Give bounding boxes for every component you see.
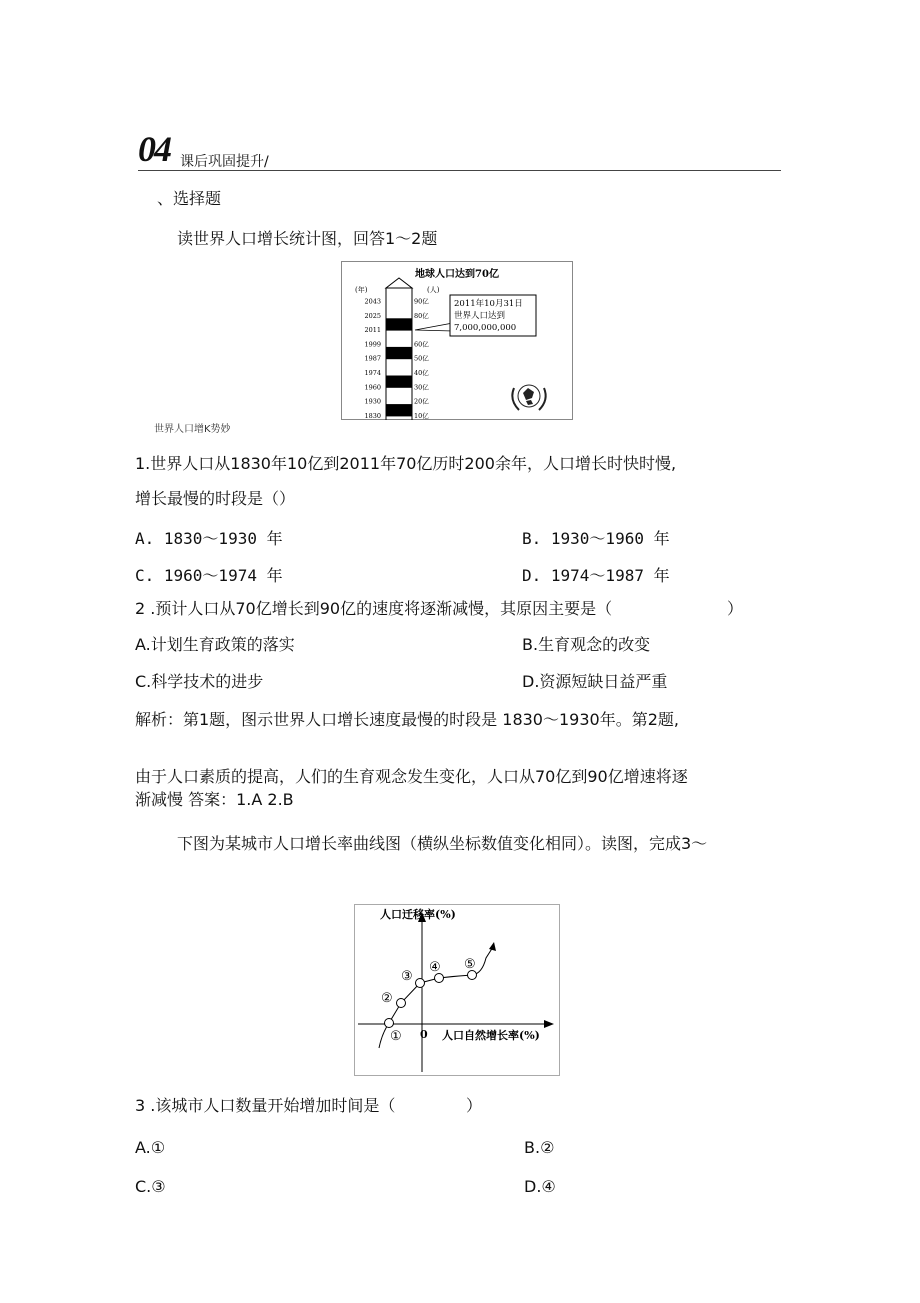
- point-label-3: ③: [401, 969, 413, 984]
- figure-title: 地球人口达到70亿: [415, 269, 499, 280]
- q3-option-d[interactable]: D.④: [524, 1177, 556, 1196]
- q3-stem: 3 .该城市人口数量开始增加时间是（: [135, 1096, 396, 1115]
- intro-text-1: 读世界人口增长统计图，回答1～2题: [177, 229, 438, 248]
- year-unit-label: (年): [355, 286, 368, 294]
- callout-line-3: 7,000,000,000: [454, 323, 517, 333]
- chapter-title: 课后巩固提升/: [180, 154, 269, 170]
- q3-paren-close: ）: [466, 1096, 483, 1115]
- q1-option-d[interactable]: D. 1974～1987 年: [522, 566, 670, 585]
- year-tick-label: 1930: [364, 397, 381, 406]
- q1-option-a[interactable]: A. 1830～1930 年: [135, 529, 283, 548]
- curve-point-1: [385, 1019, 394, 1028]
- analysis-line-3: 渐减慢 答案：1.A 2.B: [135, 790, 294, 809]
- q2-option-c[interactable]: C.科学技术的进步: [135, 672, 264, 691]
- chapter-number: 04: [138, 129, 170, 169]
- population-tick-label: 80亿: [414, 311, 429, 320]
- point-label-5: ⑤: [464, 957, 476, 972]
- analysis-line-2: 由于人口素质的提高，人们的生育观念发生变化，人口从70亿到90亿增速将逐: [135, 767, 688, 786]
- population-tick-label: 50亿: [414, 354, 429, 363]
- year-tick-label: 2043: [364, 297, 381, 306]
- q3-option-b[interactable]: B.②: [524, 1138, 555, 1157]
- point-label-2: ②: [381, 991, 393, 1006]
- year-tick-label: 1960: [364, 383, 381, 392]
- growth-rate-figure: [354, 904, 560, 1076]
- q1-option-c[interactable]: C. 1960～1974 年: [135, 566, 283, 585]
- year-tick-label: 1830: [364, 411, 381, 420]
- population-tick-label: 40亿: [414, 369, 429, 377]
- x-axis-label: 人口自然增长率(%): [442, 1029, 540, 1042]
- q2-stem: 2 .预计人口从70亿增长到90亿的速度将逐渐减慢，其原因主要是（: [135, 599, 613, 618]
- population-tick-label: 10亿: [414, 411, 429, 420]
- callout-line-2: 世界人口达到: [454, 311, 506, 321]
- intro-text-2: 下图为某城市人口增长率曲线图（横纵坐标数值变化相同）。读图，完成3～: [177, 834, 708, 853]
- year-tick-label: 1974: [364, 369, 381, 377]
- population-tick-label: 60亿: [414, 340, 429, 349]
- origin-label: 0: [420, 1028, 428, 1041]
- curve-point-3: [416, 979, 425, 988]
- header-divider: [138, 170, 781, 171]
- q2-option-a[interactable]: A.计划生育政策的落实: [135, 635, 295, 654]
- q2-paren-close: ）: [727, 599, 744, 618]
- year-tick-label: 2025: [364, 311, 381, 320]
- population-tick-label: 90亿: [414, 297, 429, 306]
- population-band: [386, 347, 412, 359]
- y-axis-label: 人口迁移率(%): [380, 908, 456, 921]
- q2-option-b[interactable]: B.生育观念的改变: [522, 635, 651, 654]
- point-label-1: ①: [390, 1029, 402, 1044]
- population-tick-label: 20亿: [414, 397, 429, 406]
- population-growth-figure: [341, 261, 573, 420]
- analysis-line-1: 解析：第1题，图示世界人口增长速度最慢的时段是 1830～1930年。第2题,: [135, 710, 679, 729]
- q1-stem-line-2: 增长最慢的时段是（）: [135, 489, 296, 508]
- population-band: [386, 376, 412, 388]
- q1-stem-line-1: 1.世界人口从1830年10亿到2011年70亿历时200余年，人口增长时快时慢,: [135, 454, 677, 473]
- population-band: [386, 404, 412, 416]
- year-tick-label: 2011: [364, 326, 381, 335]
- curve-point-2: [397, 999, 406, 1008]
- point-label-4: ④: [429, 960, 441, 975]
- year-tick-label: 1999: [364, 340, 381, 349]
- callout-line-1: 2011年10月31日: [454, 299, 523, 309]
- pop-unit-label: (人): [427, 286, 440, 294]
- section-title: 、选择题: [157, 189, 222, 208]
- population-tick-label: 30亿: [414, 383, 429, 392]
- year-tick-label: 1987: [364, 354, 381, 363]
- q3-option-a[interactable]: A.①: [135, 1138, 166, 1157]
- q2-option-d[interactable]: D.资源短缺日益严重: [522, 672, 668, 691]
- q1-option-b[interactable]: B. 1930～1960 年: [522, 529, 670, 548]
- population-band: [386, 318, 412, 330]
- figure-1-caption: 世界人口增K势妙: [154, 424, 231, 435]
- q3-option-c[interactable]: C.③: [135, 1177, 166, 1196]
